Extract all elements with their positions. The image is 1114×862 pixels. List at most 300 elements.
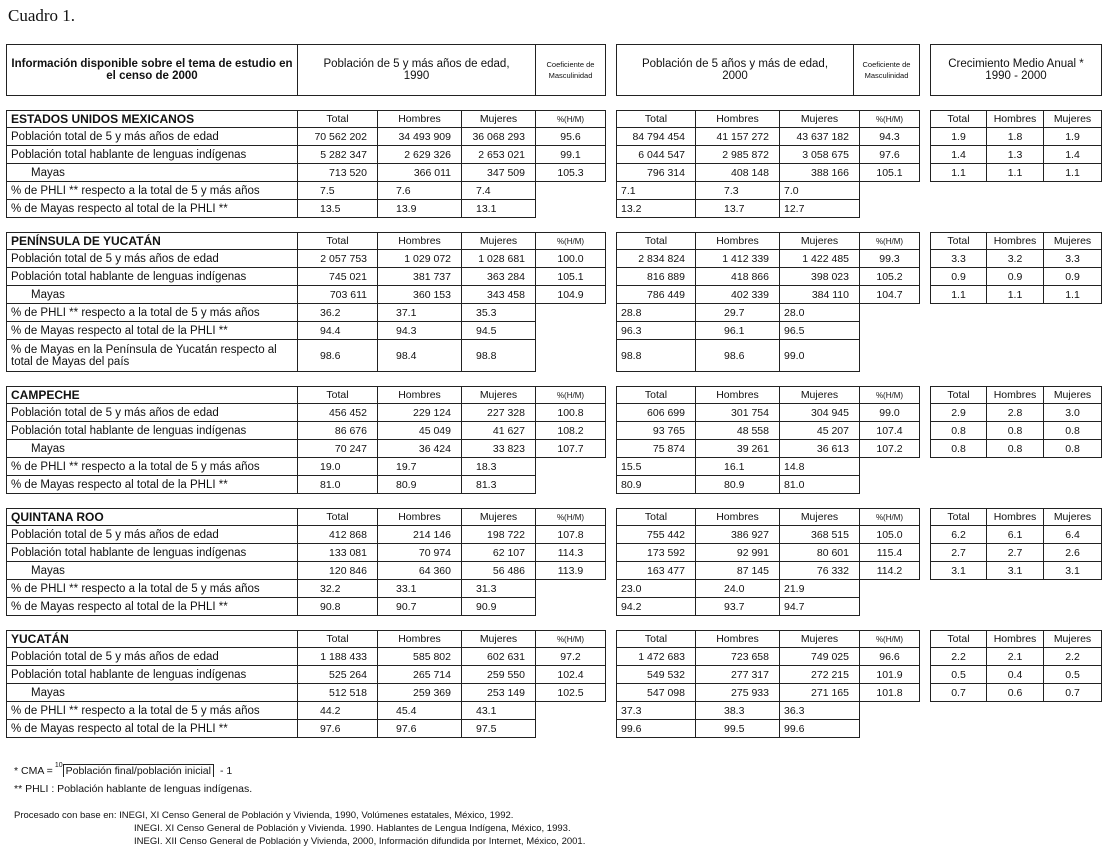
value-2000-hombres: 39 261	[696, 440, 780, 458]
value-1990-total: 512 518	[298, 684, 378, 702]
value-1990-mujeres: 81.3	[462, 476, 536, 494]
value-2000-hombres: 277 317	[696, 666, 780, 684]
value-1990-mujeres: 94.5	[462, 322, 536, 340]
col-total: Total	[298, 630, 378, 648]
growth-total: 6.2	[930, 526, 987, 544]
table-row	[6, 476, 1106, 494]
ratio-1990: 100.8	[536, 404, 606, 422]
row-label: Mayas	[6, 684, 298, 702]
value-1990-total: 120 846	[298, 562, 378, 580]
cma-suffix: - 1	[219, 764, 233, 777]
value-2000-mujeres: 96.5	[780, 322, 860, 340]
value-1990-hombres: 585 802	[378, 648, 462, 666]
value-2000-total: 84 794 454	[616, 128, 696, 146]
ratio-2000: 99.3	[860, 250, 920, 268]
value-2000-mujeres: 43 637 182	[780, 128, 860, 146]
growth-total: 0.5	[930, 666, 987, 684]
col-mujeres: Mujeres	[462, 232, 536, 250]
growth-mujeres: 2.2	[1044, 648, 1102, 666]
header-coef-1990	[536, 44, 606, 96]
value-1990-hombres: 366 011	[378, 164, 462, 182]
growth-mujeres: 0.9	[1044, 268, 1102, 286]
col-mujeres: Mujeres	[462, 386, 536, 404]
growth-total: 0.9	[930, 268, 987, 286]
growth-hombres: 0.8	[987, 422, 1044, 440]
value-1990-total: 1 188 433	[298, 648, 378, 666]
value-1990-total: 19.0	[298, 458, 378, 476]
ratio-2000: 105.1	[860, 164, 920, 182]
value-2000-total: 163 477	[616, 562, 696, 580]
source-1: INEGI, XI Censo General de Población y Vivienda, 1990, Volúmenes estatales, México, 1992.	[119, 810, 514, 821]
value-2000-total: 7.1	[616, 182, 696, 200]
value-2000-total: 98.8	[616, 340, 696, 372]
growth-total: 3.3	[930, 250, 987, 268]
row-label: Población total hablante de lenguas indígenas	[6, 146, 298, 164]
col-mujeres: Mujeres	[1044, 508, 1102, 526]
value-1990-hombres: 94.3	[378, 322, 462, 340]
col-hombres: Hombres	[378, 630, 462, 648]
value-2000-mujeres: 398 023	[780, 268, 860, 286]
growth-mujeres: 0.8	[1044, 422, 1102, 440]
value-2000-hombres: 723 658	[696, 648, 780, 666]
value-2000-mujeres: 7.0	[780, 182, 860, 200]
col-mujeres: Mujeres	[462, 508, 536, 526]
value-2000-hombres: 386 927	[696, 526, 780, 544]
value-1990-mujeres: 363 284	[462, 268, 536, 286]
col-total: Total	[616, 386, 696, 404]
col-mujeres: Mujeres	[1044, 232, 1102, 250]
growth-mujeres: 6.4	[1044, 526, 1102, 544]
value-1990-hombres: 34 493 909	[378, 128, 462, 146]
growth-hombres: 6.1	[987, 526, 1044, 544]
value-1990-total: 70 562 202	[298, 128, 378, 146]
value-2000-total: 547 098	[616, 684, 696, 702]
growth-mujeres: 1.9	[1044, 128, 1102, 146]
ratio-1990: 100.0	[536, 250, 606, 268]
ratio-1990: 108.2	[536, 422, 606, 440]
ratio-2000: 101.9	[860, 666, 920, 684]
ratio-2000: 96.6	[860, 648, 920, 666]
value-2000-total: 606 699	[616, 404, 696, 422]
value-1990-mujeres: 43.1	[462, 702, 536, 720]
table-row	[6, 580, 1106, 598]
ratio-1990: 97.2	[536, 648, 606, 666]
value-1990-total: 44.2	[298, 702, 378, 720]
value-2000-hombres: 96.1	[696, 322, 780, 340]
value-1990-mujeres: 253 149	[462, 684, 536, 702]
growth-hombres: 1.1	[987, 164, 1044, 182]
col-ratio: %(H/M)	[536, 630, 606, 648]
value-1990-hombres: 64 360	[378, 562, 462, 580]
value-2000-hombres: 92 991	[696, 544, 780, 562]
value-1990-mujeres: 1 028 681	[462, 250, 536, 268]
ratio-2000: 99.0	[860, 404, 920, 422]
col-hombres: Hombres	[696, 508, 780, 526]
value-1990-mujeres: 18.3	[462, 458, 536, 476]
source-3: INEGI. XII Censo General de Población y Vivienda, 2000, Información difundida por Internet, México, 2001.	[134, 836, 586, 847]
col-mujeres: Mujeres	[1044, 110, 1102, 128]
value-1990-mujeres: 33 823	[462, 440, 536, 458]
value-2000-mujeres: 99.6	[780, 720, 860, 738]
value-2000-hombres: 41 157 272	[696, 128, 780, 146]
table-row	[6, 544, 1106, 562]
value-2000-hombres: 408 148	[696, 164, 780, 182]
table-row	[6, 268, 1106, 286]
ratio-2000: 101.8	[860, 684, 920, 702]
growth-total: 2.9	[930, 404, 987, 422]
section-title: YUCATÁN	[6, 630, 298, 648]
value-2000-mujeres: 28.0	[780, 304, 860, 322]
value-1990-hombres: 80.9	[378, 476, 462, 494]
value-2000-total: 755 442	[616, 526, 696, 544]
col-hombres: Hombres	[987, 110, 1044, 128]
value-2000-total: 173 592	[616, 544, 696, 562]
caption: Cuadro 1.	[8, 6, 76, 25]
value-2000-mujeres: 3 058 675	[780, 146, 860, 164]
value-2000-total: 37.3	[616, 702, 696, 720]
section-title: PENÍNSULA DE YUCATÁN	[6, 232, 298, 250]
growth-mujeres: 0.7	[1044, 684, 1102, 702]
table-row	[6, 128, 1106, 146]
value-2000-total: 816 889	[616, 268, 696, 286]
value-2000-hombres: 275 933	[696, 684, 780, 702]
value-2000-total: 75 874	[616, 440, 696, 458]
value-1990-total: 133 081	[298, 544, 378, 562]
col-ratio: %(H/M)	[860, 508, 920, 526]
value-1990-total: 412 868	[298, 526, 378, 544]
growth-hombres: 0.8	[987, 440, 1044, 458]
table-row	[6, 200, 1106, 218]
table-row	[6, 648, 1106, 666]
value-2000-total: 28.8	[616, 304, 696, 322]
growth-hombres: 0.4	[987, 666, 1044, 684]
col-total: Total	[930, 110, 987, 128]
row-label: % de PHLI ** respecto a la total de 5 y más años	[6, 702, 298, 720]
value-2000-hombres: 24.0	[696, 580, 780, 598]
value-1990-hombres: 229 124	[378, 404, 462, 422]
col-hombres: Hombres	[696, 110, 780, 128]
growth-hombres: 1.8	[987, 128, 1044, 146]
ratio-1990: 114.3	[536, 544, 606, 562]
value-1990-mujeres: 7.4	[462, 182, 536, 200]
col-mujeres: Mujeres	[780, 110, 860, 128]
value-2000-total: 549 532	[616, 666, 696, 684]
value-1990-hombres: 19.7	[378, 458, 462, 476]
value-1990-hombres: 33.1	[378, 580, 462, 598]
ratio-2000: 105.2	[860, 268, 920, 286]
growth-mujeres: 1.1	[1044, 164, 1102, 182]
growth-mujeres: 3.3	[1044, 250, 1102, 268]
col-hombres: Hombres	[987, 630, 1044, 648]
ratio-1990: 104.9	[536, 286, 606, 304]
section-header-row	[6, 630, 1106, 648]
row-label: Población total hablante de lenguas indígenas	[6, 422, 298, 440]
ratio-1990: 102.5	[536, 684, 606, 702]
value-2000-mujeres: 21.9	[780, 580, 860, 598]
value-2000-hombres: 48 558	[696, 422, 780, 440]
value-2000-mujeres: 304 945	[780, 404, 860, 422]
value-2000-mujeres: 14.8	[780, 458, 860, 476]
growth-hombres: 0.9	[987, 268, 1044, 286]
table-row	[6, 666, 1106, 684]
value-1990-mujeres: 62 107	[462, 544, 536, 562]
value-1990-hombres: 98.4	[378, 340, 462, 372]
value-1990-hombres: 45.4	[378, 702, 462, 720]
phli-note: ** PHLI : Población hablante de lenguas indígenas.	[14, 783, 253, 795]
value-1990-total: 713 520	[298, 164, 378, 182]
ratio-1990: 102.4	[536, 666, 606, 684]
value-2000-hombres: 2 985 872	[696, 146, 780, 164]
value-1990-mujeres: 2 653 021	[462, 146, 536, 164]
header-growth-text: Crecimiento Medio Anual * 1990 - 2000	[948, 58, 1084, 82]
ratio-2000: 114.2	[860, 562, 920, 580]
ratio-2000: 104.7	[860, 286, 920, 304]
value-2000-hombres: 99.5	[696, 720, 780, 738]
value-1990-total: 2 057 753	[298, 250, 378, 268]
cma-prefix: * CMA =	[14, 764, 53, 777]
col-ratio: %(H/M)	[536, 386, 606, 404]
table-row	[6, 720, 1106, 738]
value-1990-total: 81.0	[298, 476, 378, 494]
value-1990-total: 97.6	[298, 720, 378, 738]
value-2000-total: 796 314	[616, 164, 696, 182]
value-1990-hombres: 1 029 072	[378, 250, 462, 268]
value-2000-mujeres: 368 515	[780, 526, 860, 544]
col-total: Total	[616, 508, 696, 526]
row-label: Mayas	[6, 286, 298, 304]
value-1990-total: 94.4	[298, 322, 378, 340]
growth-hombres: 1.3	[987, 146, 1044, 164]
value-1990-total: 7.5	[298, 182, 378, 200]
value-1990-total: 456 452	[298, 404, 378, 422]
value-1990-hombres: 214 146	[378, 526, 462, 544]
table-row	[6, 440, 1106, 458]
growth-hombres: 2.7	[987, 544, 1044, 562]
value-2000-hombres: 98.6	[696, 340, 780, 372]
ratio-2000: 107.2	[860, 440, 920, 458]
row-label: Población total de 5 y más años de edad	[6, 404, 298, 422]
value-2000-mujeres: 99.0	[780, 340, 860, 372]
value-1990-mujeres: 31.3	[462, 580, 536, 598]
value-2000-total: 2 834 824	[616, 250, 696, 268]
col-hombres: Hombres	[378, 508, 462, 526]
value-2000-total: 80.9	[616, 476, 696, 494]
ratio-1990: 113.9	[536, 562, 606, 580]
value-2000-mujeres: 81.0	[780, 476, 860, 494]
value-1990-total: 86 676	[298, 422, 378, 440]
value-1990-hombres: 381 737	[378, 268, 462, 286]
source-note	[14, 809, 585, 848]
table-row	[6, 286, 1106, 304]
table-row	[6, 146, 1106, 164]
value-1990-mujeres: 36 068 293	[462, 128, 536, 146]
value-1990-total: 32.2	[298, 580, 378, 598]
value-2000-hombres: 80.9	[696, 476, 780, 494]
value-1990-hombres: 90.7	[378, 598, 462, 616]
col-hombres: Hombres	[696, 630, 780, 648]
table-row	[6, 164, 1106, 182]
section-title: QUINTANA ROO	[6, 508, 298, 526]
col-mujeres: Mujeres	[780, 508, 860, 526]
value-2000-mujeres: 80 601	[780, 544, 860, 562]
value-1990-total: 525 264	[298, 666, 378, 684]
section-header-row	[6, 386, 1106, 404]
value-2000-hombres: 87 145	[696, 562, 780, 580]
col-total: Total	[930, 232, 987, 250]
col-total: Total	[930, 630, 987, 648]
col-ratio: %(H/M)	[860, 232, 920, 250]
value-2000-mujeres: 384 110	[780, 286, 860, 304]
growth-hombres: 2.1	[987, 648, 1044, 666]
value-2000-total: 1 472 683	[616, 648, 696, 666]
growth-hombres: 2.8	[987, 404, 1044, 422]
value-1990-mujeres: 259 550	[462, 666, 536, 684]
value-1990-mujeres: 347 509	[462, 164, 536, 182]
ratio-1990: 99.1	[536, 146, 606, 164]
value-2000-total: 23.0	[616, 580, 696, 598]
value-2000-mujeres: 388 166	[780, 164, 860, 182]
value-1990-hombres: 37.1	[378, 304, 462, 322]
value-2000-mujeres: 36 613	[780, 440, 860, 458]
value-2000-hombres: 29.7	[696, 304, 780, 322]
value-1990-hombres: 2 629 326	[378, 146, 462, 164]
table-row	[6, 304, 1106, 322]
row-label: % de PHLI ** respecto a la total de 5 y más años	[6, 182, 298, 200]
col-ratio: %(H/M)	[860, 630, 920, 648]
growth-total: 1.1	[930, 286, 987, 304]
row-label: % de PHLI ** respecto a la total de 5 y más años	[6, 458, 298, 476]
header-pop-1990-text: Población de 5 y más años de edad, 1990	[323, 58, 510, 82]
table-row	[6, 526, 1106, 544]
value-1990-hombres: 259 369	[378, 684, 462, 702]
value-1990-hombres: 36 424	[378, 440, 462, 458]
col-total: Total	[298, 508, 378, 526]
row-label: Población total hablante de lenguas indígenas	[6, 268, 298, 286]
value-1990-mujeres: 602 631	[462, 648, 536, 666]
value-2000-hombres: 38.3	[696, 702, 780, 720]
table-row	[6, 250, 1106, 268]
value-2000-hombres: 301 754	[696, 404, 780, 422]
value-2000-hombres: 93.7	[696, 598, 780, 616]
col-hombres: Hombres	[987, 386, 1044, 404]
value-2000-total: 94.2	[616, 598, 696, 616]
value-2000-hombres: 7.3	[696, 182, 780, 200]
value-2000-hombres: 13.7	[696, 200, 780, 218]
header-coef-2000-text: Coeficiente de Masculinidad	[862, 60, 911, 80]
table-row	[6, 598, 1106, 616]
row-label: Población total hablante de lenguas indígenas	[6, 666, 298, 684]
growth-mujeres: 1.1	[1044, 286, 1102, 304]
value-1990-mujeres: 90.9	[462, 598, 536, 616]
value-2000-hombres: 418 866	[696, 268, 780, 286]
ratio-2000: 105.0	[860, 526, 920, 544]
row-label: % de Mayas respecto al total de la PHLI **	[6, 598, 298, 616]
value-2000-total: 13.2	[616, 200, 696, 218]
section-title: ESTADOS UNIDOS MEXICANOS	[6, 110, 298, 128]
growth-total: 2.7	[930, 544, 987, 562]
value-2000-hombres: 16.1	[696, 458, 780, 476]
row-label: % de Mayas respecto al total de la PHLI **	[6, 200, 298, 218]
value-2000-mujeres: 272 215	[780, 666, 860, 684]
value-2000-total: 99.6	[616, 720, 696, 738]
col-mujeres: Mujeres	[780, 630, 860, 648]
ratio-1990: 105.1	[536, 268, 606, 286]
growth-hombres: 3.2	[987, 250, 1044, 268]
ratio-2000: 97.6	[860, 146, 920, 164]
header-info	[6, 44, 298, 96]
value-1990-mujeres: 343 458	[462, 286, 536, 304]
header-pop-1990	[298, 44, 536, 96]
col-mujeres: Mujeres	[1044, 630, 1102, 648]
value-2000-total: 6 044 547	[616, 146, 696, 164]
growth-mujeres: 0.8	[1044, 440, 1102, 458]
growth-total: 0.7	[930, 684, 987, 702]
row-label: % de Mayas en la Península de Yucatán respecto al total de Mayas del país	[6, 340, 298, 372]
growth-total: 3.1	[930, 562, 987, 580]
col-ratio: %(H/M)	[536, 232, 606, 250]
col-hombres: Hombres	[378, 386, 462, 404]
growth-total: 0.8	[930, 440, 987, 458]
cma-formula: Población final/población inicial	[63, 764, 214, 777]
growth-hombres: 1.1	[987, 286, 1044, 304]
growth-mujeres: 3.1	[1044, 562, 1102, 580]
col-total: Total	[298, 386, 378, 404]
table-row	[6, 182, 1106, 200]
header-coef-2000	[854, 44, 920, 96]
value-1990-hombres: 360 153	[378, 286, 462, 304]
row-label: Población total de 5 y más años de edad	[6, 128, 298, 146]
header-coef-1990-text: Coeficiente de Masculinidad	[546, 60, 595, 80]
col-total: Total	[616, 110, 696, 128]
row-label: Población total hablante de lenguas indígenas	[6, 544, 298, 562]
growth-total: 0.8	[930, 422, 987, 440]
row-label: Mayas	[6, 164, 298, 182]
col-hombres: Hombres	[987, 508, 1044, 526]
col-total: Total	[930, 508, 987, 526]
value-1990-total: 703 611	[298, 286, 378, 304]
value-1990-total: 36.2	[298, 304, 378, 322]
value-1990-total: 745 021	[298, 268, 378, 286]
value-2000-mujeres: 1 422 485	[780, 250, 860, 268]
row-label: % de Mayas respecto al total de la PHLI **	[6, 720, 298, 738]
row-label: % de Mayas respecto al total de la PHLI **	[6, 476, 298, 494]
ratio-2000: 115.4	[860, 544, 920, 562]
value-1990-mujeres: 41 627	[462, 422, 536, 440]
col-mujeres: Mujeres	[462, 630, 536, 648]
col-mujeres: Mujeres	[780, 232, 860, 250]
value-2000-mujeres: 12.7	[780, 200, 860, 218]
row-label: Población total de 5 y más años de edad	[6, 648, 298, 666]
value-1990-hombres: 45 049	[378, 422, 462, 440]
value-1990-hombres: 13.9	[378, 200, 462, 218]
row-label: % de PHLI ** respecto a la total de 5 y más años	[6, 304, 298, 322]
source-lead: Procesado con base en:	[14, 810, 117, 821]
row-label: % de PHLI ** respecto a la total de 5 y más años	[6, 580, 298, 598]
col-ratio: %(H/M)	[536, 110, 606, 128]
ratio-1990: 95.6	[536, 128, 606, 146]
notes	[14, 764, 585, 848]
table-row	[6, 340, 1106, 372]
value-1990-total: 13.5	[298, 200, 378, 218]
col-total: Total	[298, 232, 378, 250]
growth-total: 2.2	[930, 648, 987, 666]
value-2000-hombres: 1 412 339	[696, 250, 780, 268]
col-total: Total	[616, 630, 696, 648]
value-2000-mujeres: 76 332	[780, 562, 860, 580]
section-header-row	[6, 508, 1106, 526]
value-1990-mujeres: 13.1	[462, 200, 536, 218]
value-2000-mujeres: 45 207	[780, 422, 860, 440]
